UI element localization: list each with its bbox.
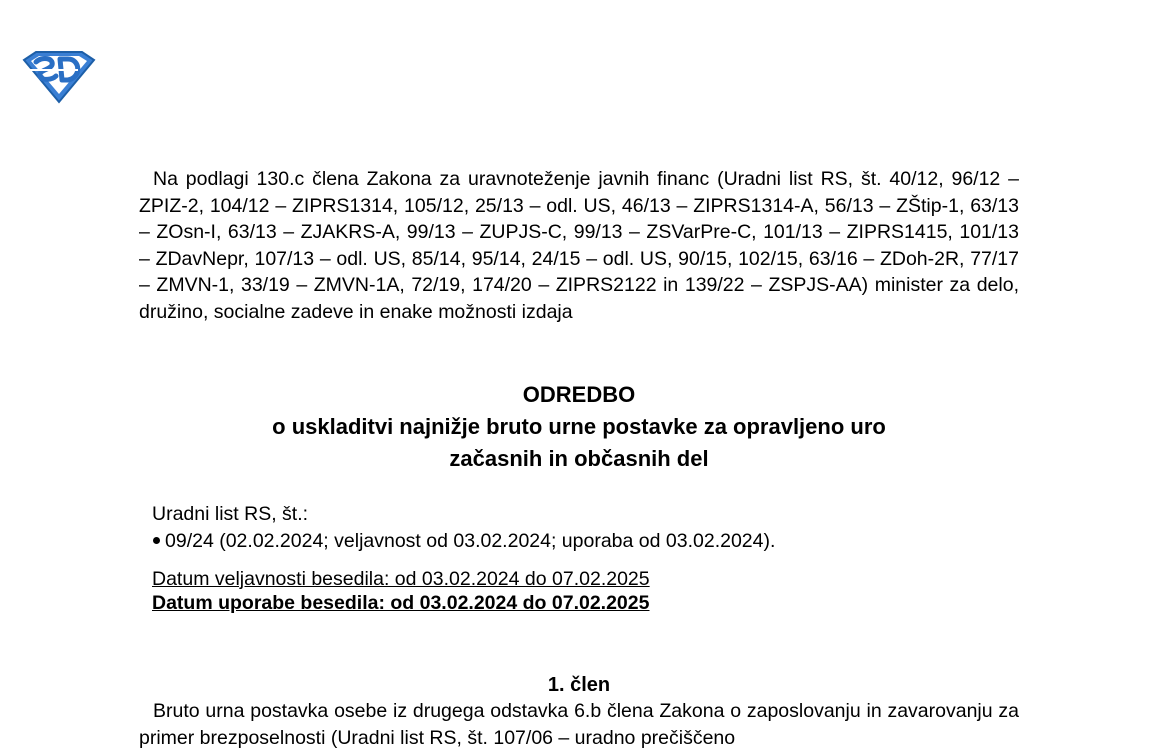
intro-paragraph: Na podlagi 130.c člena Zakona za uravnoteženje javnih financ (Uradni list RS, št. 40/12, 96/12 – ZPIZ-2, 104/12 – ZIPRS1314, 105/12, 25/13 – odl. US, 46/13 – ZIPRS1314-A, 56/13 – ZŠtip-1, 63/13 – ZOsn-I, 63/13 – ZJAKRS-A, 99/13 – ZUPJS-C, 99/13 – ZSVarPre-C, 101/13 – ZIPRS1415, 101/13 – ZDavNepr, 107/13 – odl. US, 85/14, 95/14, 24/15 – odl. US, 90/15, 102/15, 63/16 – ZDoh-2R, 77/17 – ZMVN-1, 33/19 – ZMVN-1A, 72/19, 174/20 – ZIPRS2122 in 139/22 – ZSPJS-AA) minister za delo, družino, socialne zadeve in enake možnosti izdaja <box>139 168 1019 323</box>
gazette-item <box>152 528 775 555</box>
validity-date: Datum veljavnosti besedila: od 03.02.2024 do 07.02.2025 <box>152 568 650 590</box>
document-title <box>139 379 1019 475</box>
article-text: Bruto urna postavka osebe iz drugega odstavka 6.b člena Zakona o zaposlovanju in zavarovanju za primer brezposelnosti (Uradni list RS, št. 107/06 – uradno prečiščeno <box>139 700 1019 749</box>
gazette-label: Uradni list RS, št.: <box>152 503 309 525</box>
logo-icon <box>22 50 96 104</box>
application-date: Datum uporabe besedila: od 03.02.2024 do 07.02.2025 <box>152 592 650 614</box>
title-line-3: začasnih in občasnih del <box>449 446 709 471</box>
gazette-item-text: 09/24 (02.02.2024; veljavnost od 03.02.2024; uporaba od 03.02.2024). <box>165 530 776 552</box>
gazette-reference <box>152 501 775 555</box>
text-dates <box>152 567 650 615</box>
title-line-1: ODREDBO <box>522 382 636 407</box>
article-heading: 1. člen <box>547 674 611 696</box>
bullet-icon <box>153 537 160 544</box>
title-line-2: o uskladitvi najnižje bruto urne postavke za opravljeno uro <box>272 414 886 439</box>
